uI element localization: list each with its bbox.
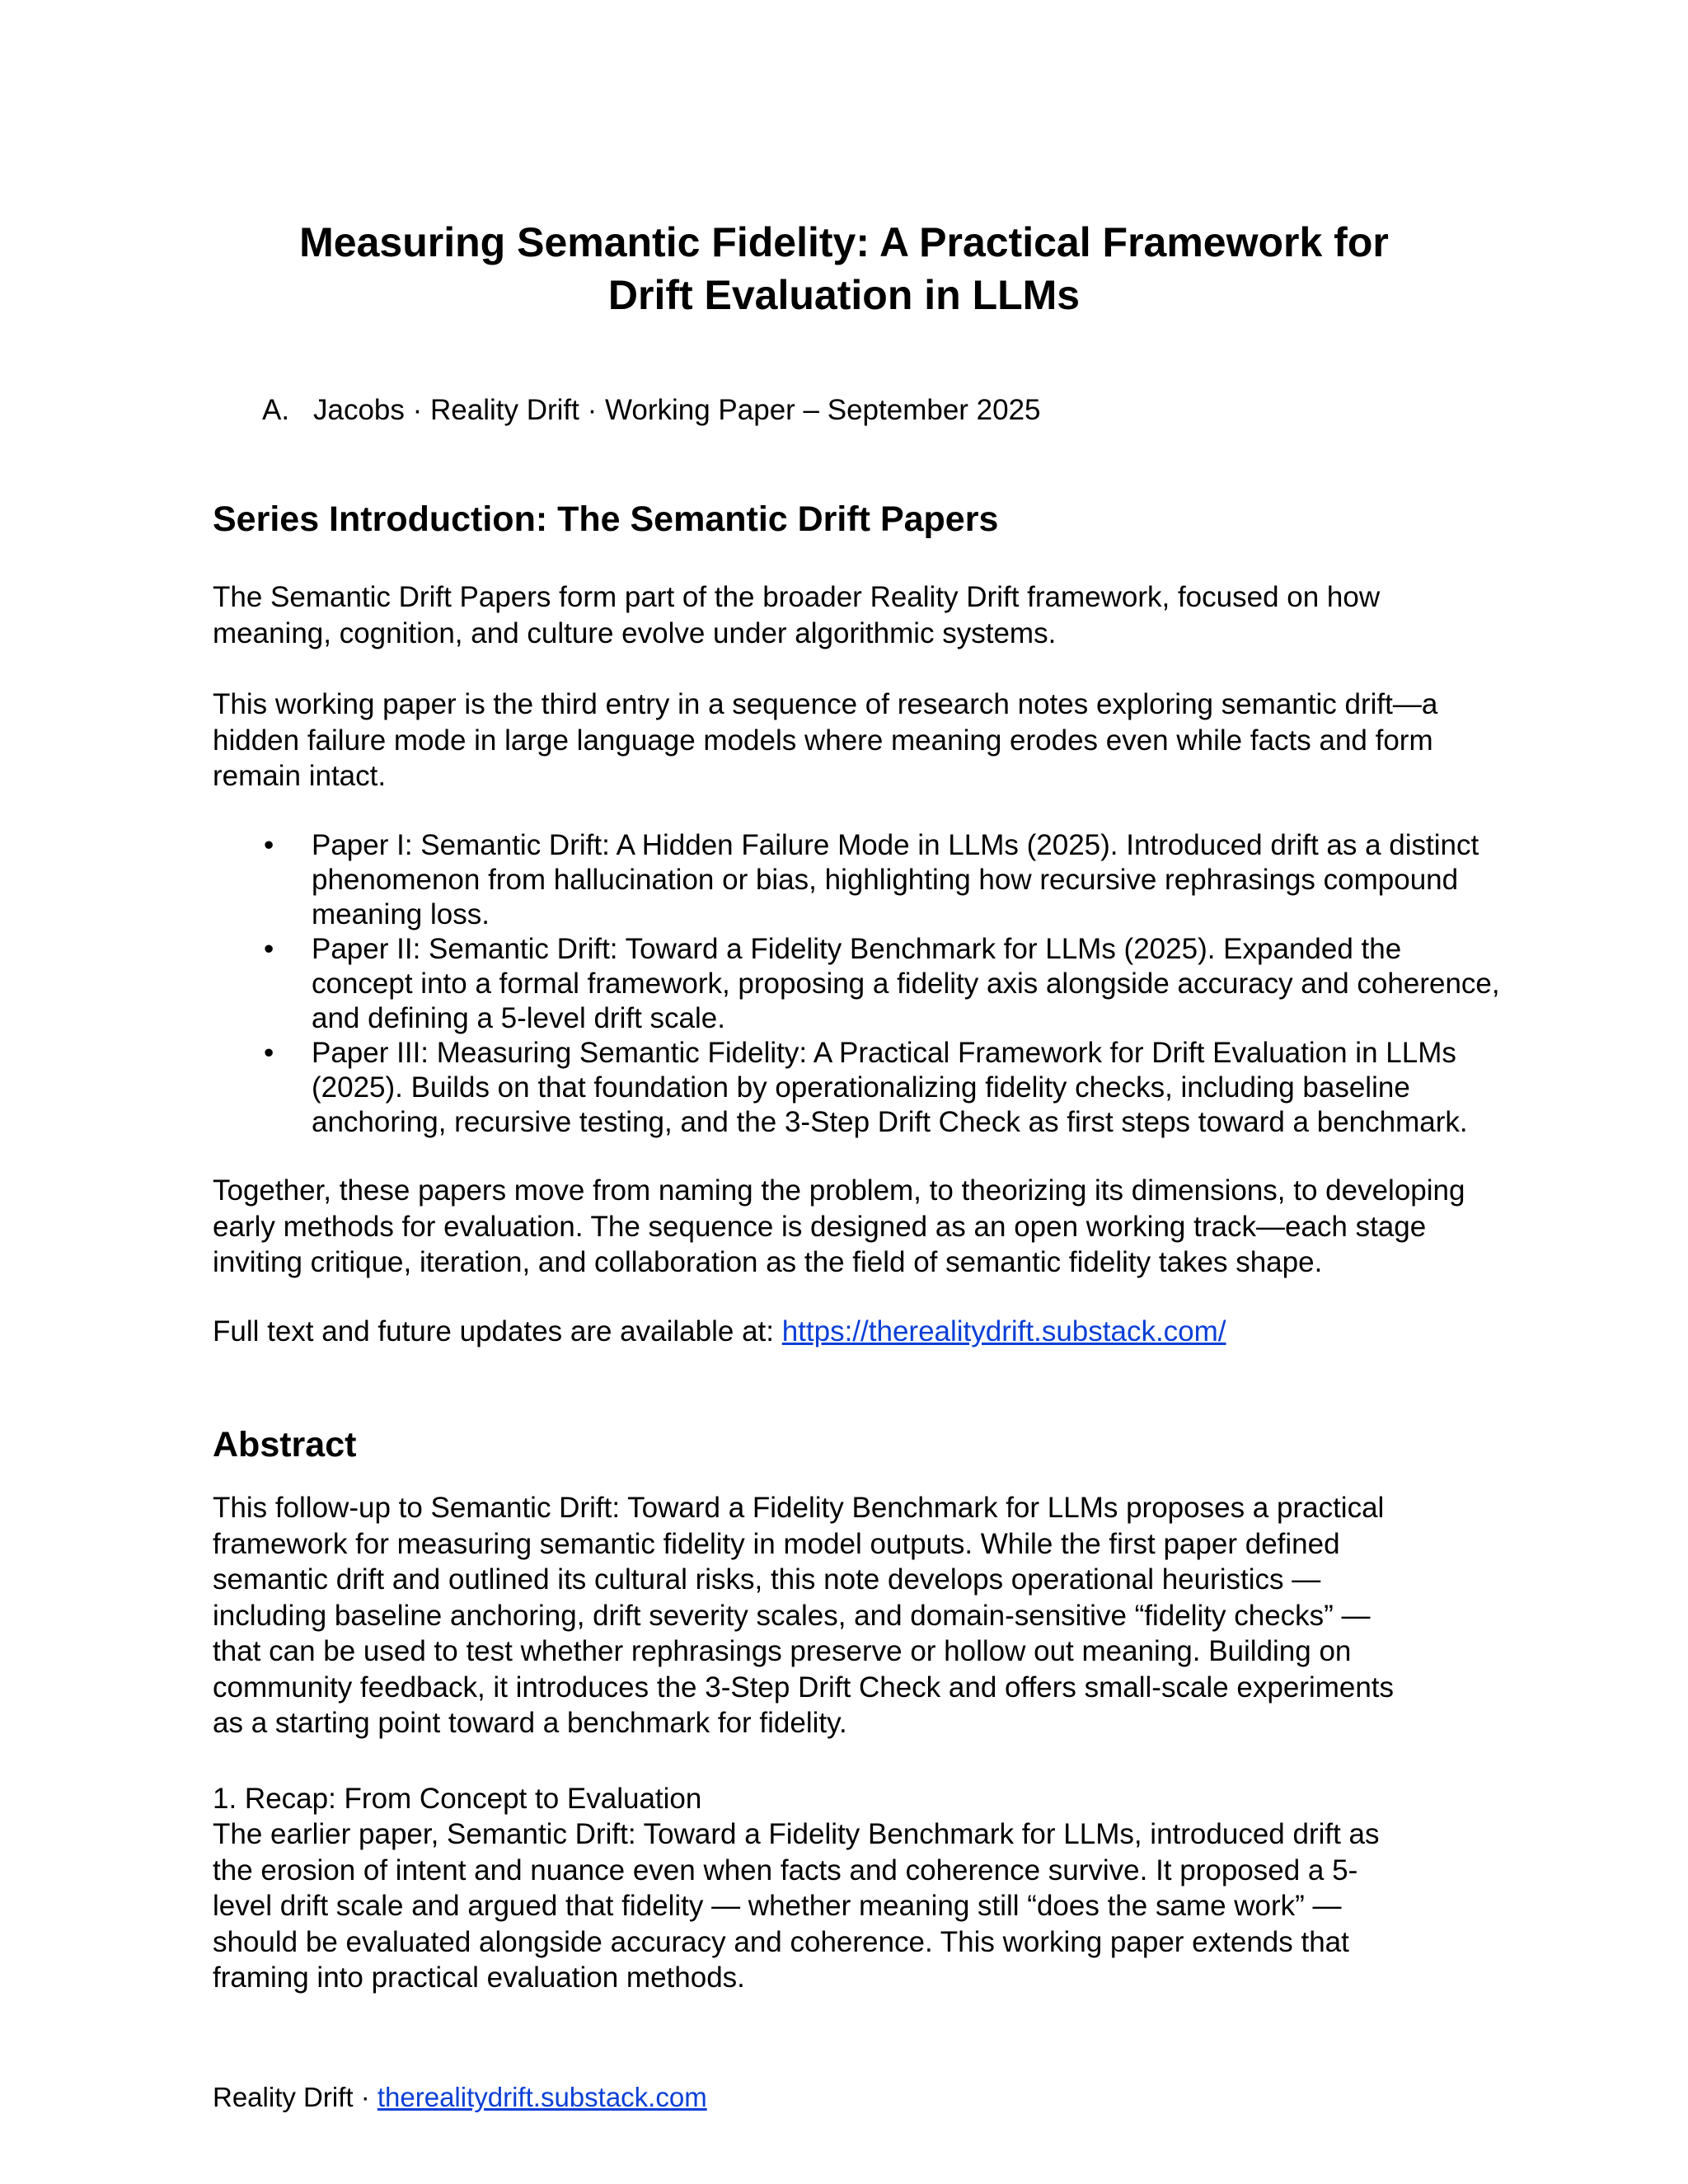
text-line: semantic drift and outlined its cultural risks, this note develops operational heuristics —: [213, 1563, 1321, 1596]
recap-paragraph: [213, 1816, 1548, 1996]
text-line: The Semantic Drift Papers form part of the broader Reality Drift framework, focused on how: [213, 581, 1381, 613]
text-line: phenomenon from hallucination or bias, highlighting how recursive rephrasings compound: [312, 864, 1459, 896]
paper-title: [0, 216, 1688, 321]
text-line: level drift scale and argued that fidelity — whether meaning still “does the same work” —: [213, 1890, 1342, 1922]
text-line: as a starting point toward a benchmark for fidelity.: [213, 1707, 847, 1739]
text-line: and defining a 5-level drift scale.: [312, 1002, 725, 1034]
text-line: This working paper is the third entry in a sequence of research notes exploring semantic drift—a: [213, 688, 1438, 720]
substack-link[interactable]: https://therealitydrift.substack.com/: [781, 1315, 1226, 1347]
text-line: 1. Recap: From Concept to Evaluation: [213, 1783, 702, 1815]
text-line: remain intact.: [213, 760, 387, 792]
text-line: anchoring, recursive testing, and the 3-Step Drift Check as first steps toward a benchmark.: [312, 1106, 1468, 1138]
series-paper-list: [213, 828, 1573, 1140]
list-item-paper-1: [213, 828, 1573, 932]
footer-link[interactable]: therealitydrift.substack.com: [377, 2082, 707, 2112]
text-line: the erosion of intent and nuance even when facts and coherence survive. It proposed a 5-: [213, 1854, 1358, 1886]
series-paragraph-3: [213, 1173, 1548, 1281]
title-line-1: Measuring Semantic Fidelity: A Practical Framework for: [299, 219, 1389, 265]
text-line: Together, these papers move from naming the problem, to theorizing its dimensions, to developing: [213, 1174, 1465, 1207]
fulltext-paragraph: [213, 1314, 1548, 1350]
title-line-2: Drift Evaluation in LLMs: [607, 272, 1081, 318]
text-line: This follow-up to Semantic Drift: Toward a Fidelity Benchmark for LLMs proposes a practical: [213, 1492, 1385, 1524]
footer-label: Reality Drift ·: [213, 2082, 377, 2112]
series-paragraph-1: [213, 579, 1548, 651]
text-line: inviting critique, iteration, and collaboration as the field of semantic fidelity takes shape.: [213, 1246, 1323, 1278]
list-item-paper-3: [213, 1036, 1573, 1140]
bullet-glyph: •: [264, 1037, 274, 1069]
abstract-heading: Abstract: [213, 1425, 357, 1465]
text-line: early methods for evaluation. The sequence is designed as an open working track—each stage: [213, 1210, 1427, 1243]
text-line: community feedback, it introduces the 3-Step Drift Check and offers small-scale experiments: [213, 1671, 1395, 1704]
text-line: Paper I: Semantic Drift: A Hidden Failure Mode in LLMs (2025). Introduced drift as a distinct: [312, 829, 1479, 861]
text-line: The earlier paper, Semantic Drift: Toward a Fidelity Benchmark for LLMs, introduced drift as: [213, 1818, 1380, 1850]
series-paragraph-2: [213, 687, 1548, 794]
page-footer: [213, 2081, 707, 2114]
author-initial: A.: [262, 394, 290, 426]
text-line: concept into a formal framework, proposing a fidelity axis alongside accuracy and coherence,: [312, 968, 1500, 1000]
list-item-paper-2: [213, 932, 1573, 1036]
text-line: including baseline anchoring, drift severity scales, and domain-sensitive “fidelity checks” —: [213, 1599, 1371, 1632]
series-heading: Series Introduction: The Semantic Drift Papers: [213, 499, 999, 539]
text-line: hidden failure mode in large language models where meaning erodes even while facts and form: [213, 724, 1433, 757]
text-line: meaning, cognition, and culture evolve under algorithmic systems.: [213, 616, 1057, 649]
text-line: framework for measuring semantic fidelity in model outputs. While the first paper defined: [213, 1527, 1340, 1560]
text-line: framing into practical evaluation methods.: [213, 1961, 745, 1994]
author-byline: [262, 392, 1041, 429]
fulltext-label: Full text and future updates are available at:: [213, 1315, 782, 1347]
bullet-glyph: •: [264, 933, 274, 965]
text-line: should be evaluated alongside accuracy and coherence. This working paper extends that: [213, 1925, 1349, 1958]
author-details: Jacobs · Reality Drift · Working Paper – September 2025: [313, 394, 1041, 426]
text-line: (2025). Builds on that foundation by operationalizing fidelity checks, including baseline: [312, 1071, 1410, 1104]
text-line: [213, 1314, 1548, 1350]
bullet-glyph: •: [264, 829, 274, 861]
text-line: Paper II: Semantic Drift: Toward a Fidelity Benchmark for LLMs (2025). Expanded the: [312, 933, 1402, 965]
text-line: that can be used to test whether rephrasings preserve or hollow out meaning. Building on: [213, 1635, 1352, 1667]
text-line: Paper III: Measuring Semantic Fidelity: A Practical Framework for Drift Evaluation in LLMs: [312, 1037, 1456, 1069]
text-line: meaning loss.: [312, 898, 490, 930]
abstract-paragraph: [213, 1490, 1548, 1741]
recap-section-heading: [213, 1781, 1548, 1817]
